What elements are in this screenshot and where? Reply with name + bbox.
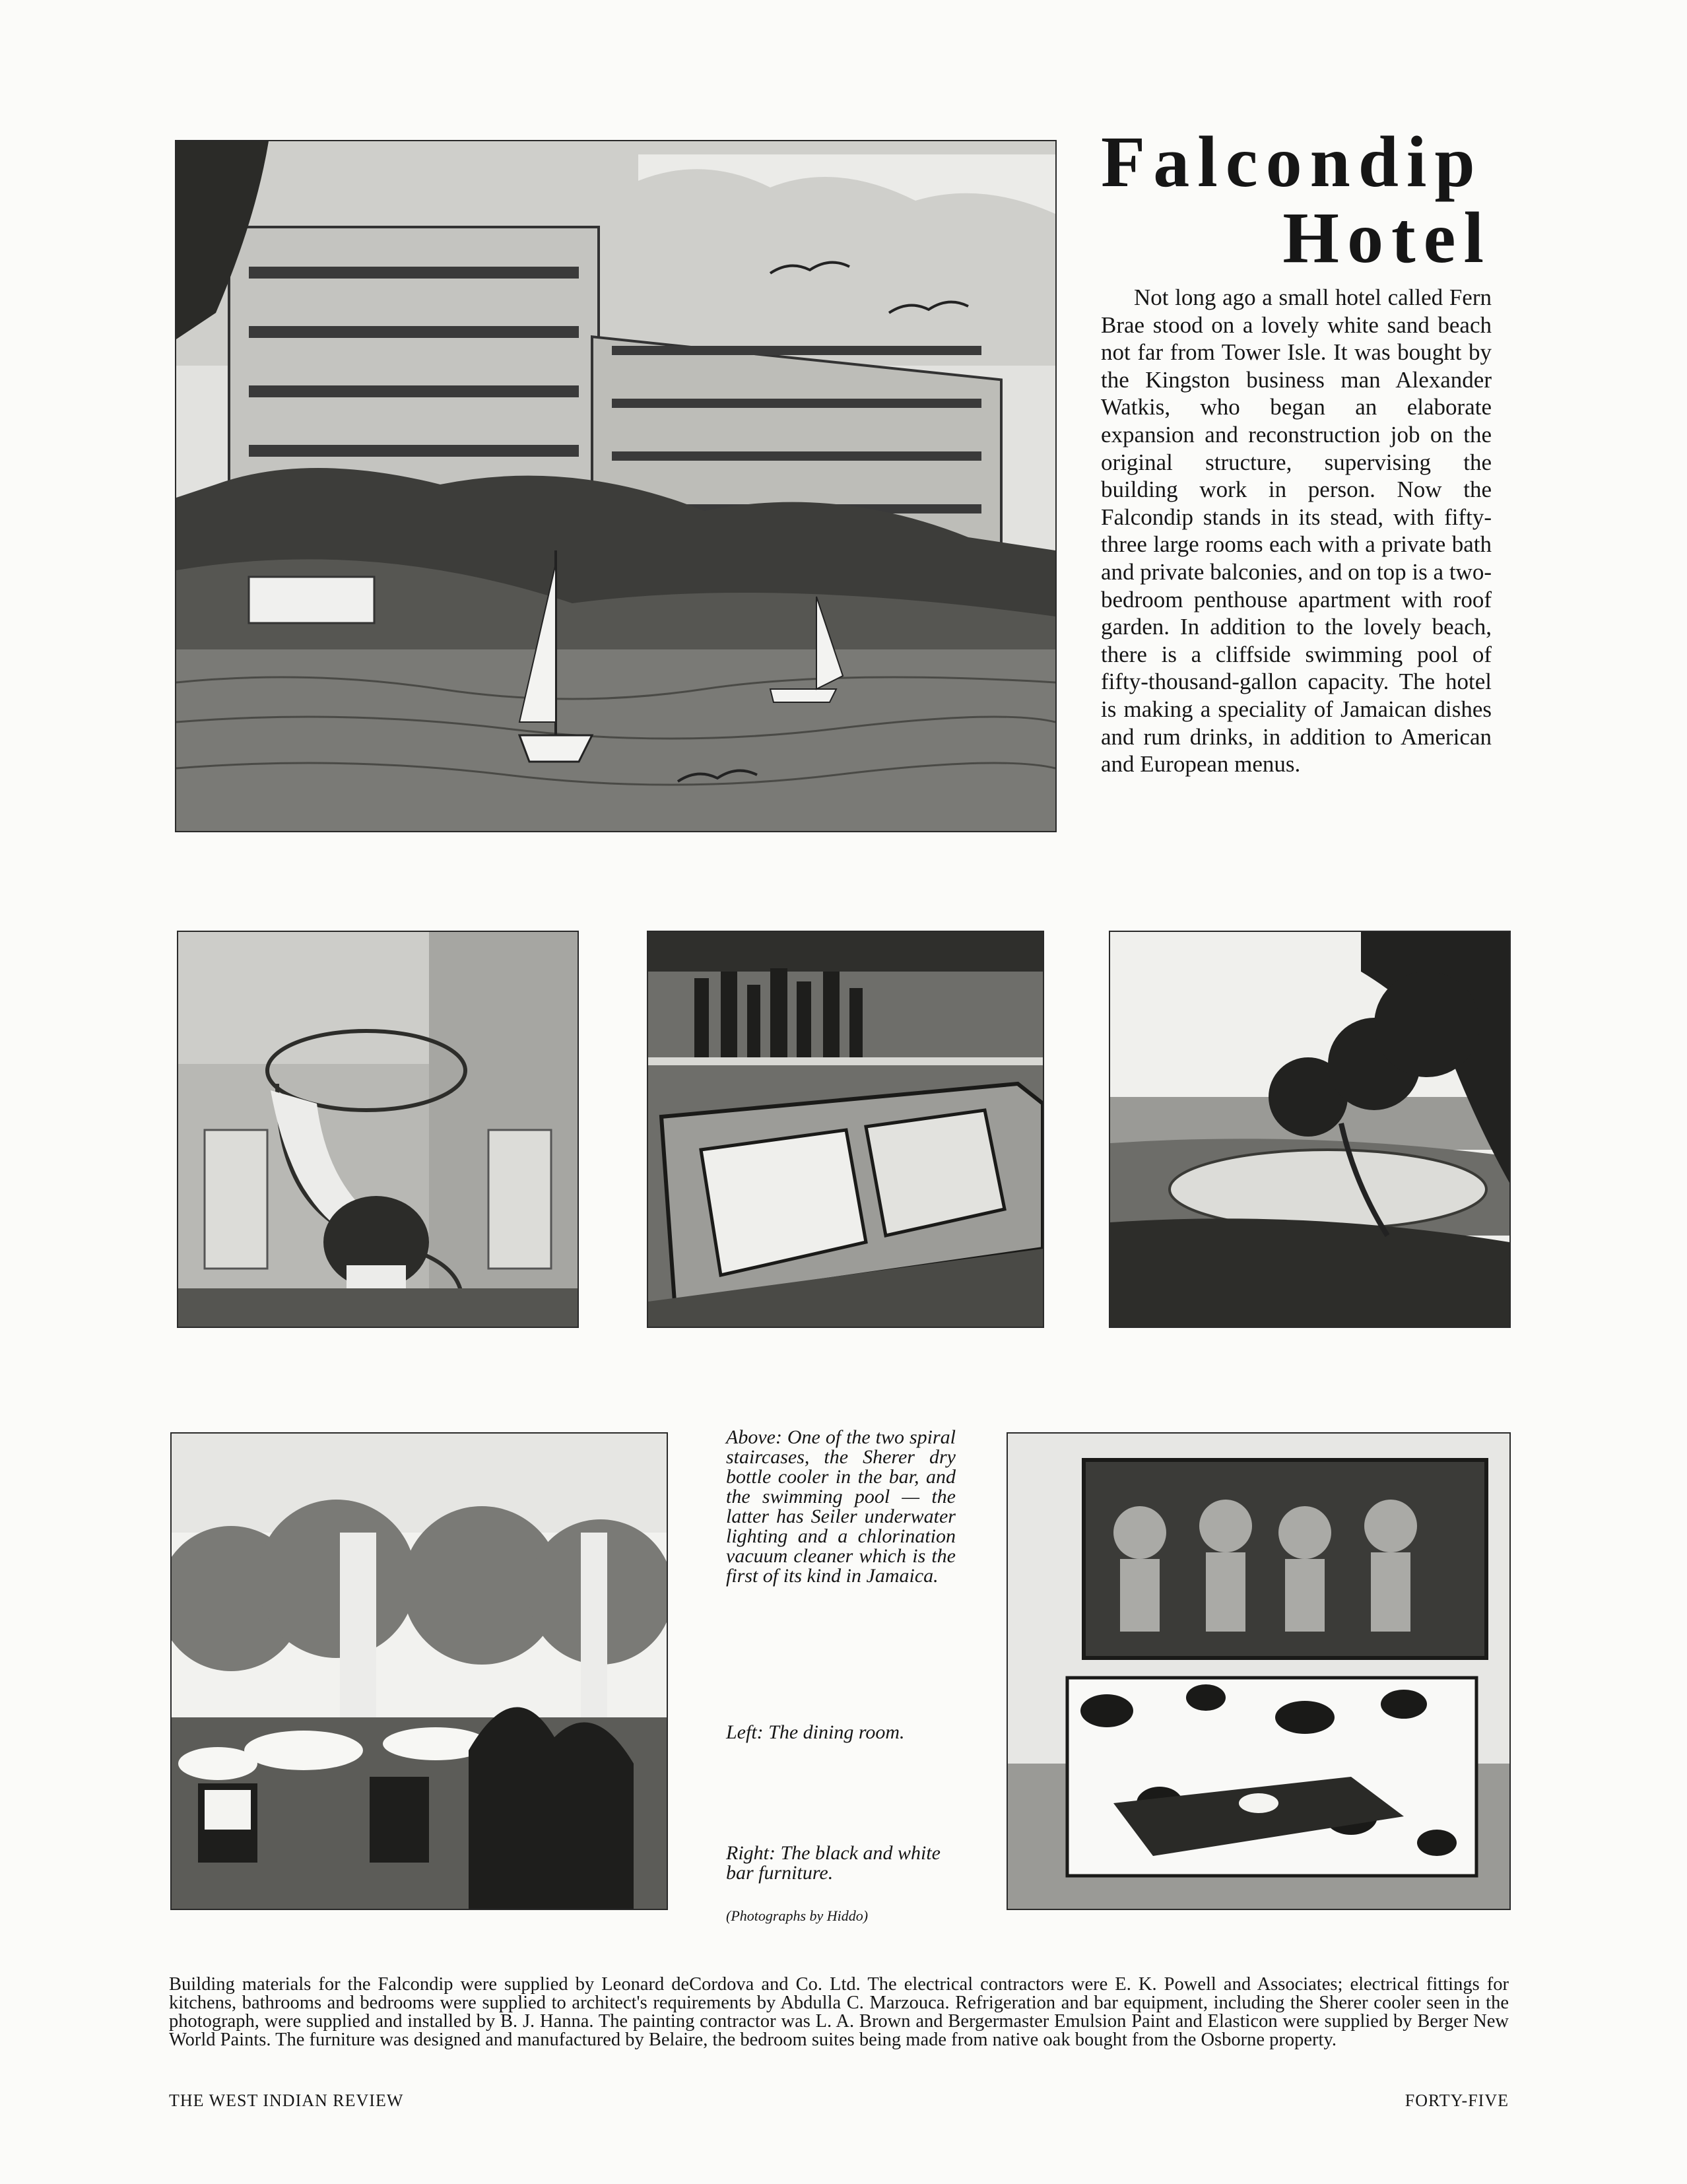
article-title-line-1: Falcondip: [1101, 121, 1483, 202]
photo-credit: (Photographs by Hiddo): [726, 1907, 869, 1924]
dining-room-photo: [170, 1432, 668, 1910]
bar-furniture-photo: [1007, 1432, 1511, 1910]
hotel-illustration: [175, 140, 1057, 832]
page-number: FORTY-FIVE: [1405, 2091, 1509, 2110]
swimming-pool-photo: [1109, 931, 1511, 1328]
caption-right: Right: The black and white bar furniture.: [726, 1842, 941, 1884]
publication-name: THE WEST INDIAN REVIEW: [169, 2091, 404, 2110]
caption-above: Above: One of the two spiral staircases, the Sherer dry bottle cooler in the bar, and the swimming pool — the latter has Seiler underwater lighting and a chlorination vacuum cleaner which is the first of its kind in Jamaica.: [726, 1426, 956, 1587]
article-title-line-2: Hotel: [1282, 197, 1492, 278]
spiral-staircase-photo: [177, 931, 579, 1328]
intro-paragraph: Not long ago a small hotel called Fern Brae stood on a lovely white sand beach not far from Tower Isle. It was bought by the Kingston business man Alexander Watkis, who began an elaborate expansion and reconstruction job on the original structure, supervising the building work in person. Now the Falcondip stands in its stead, with fifty-three large rooms each with a private bath and private balconies, and on top is a two-bedroom penthouse apartment with roof garden. In addition to the lovely beach, there is a cliffside swimming pool of fifty-thousand-gallon capacity. The hotel is making a speciality of Jamaican dishes and rum drinks, in addition to American and European menus.: [1101, 284, 1492, 778]
suppliers-footnote: Building materials for the Falcondip were supplied by Leonard deCordova and Co. Ltd. The electrical contractors were E. K. Powell and Associates; electrical fittings for kitchens, bathrooms and bedrooms were supplied to architect's requirements by Abdulla C. Marzouca. Refrigeration and bar equipment, including the Sherer cooler seen in the photograph, were supplied and installed by B. J. Hanna. The painting contractor was L. A. Brown and Bergermaster Emulsion Paint and Elasticon were supplied by Berger New World Paints. The furniture was designed and manufactured by Belaire, the bedroom suites being made from native oak bought from the Osborne property.: [169, 1974, 1509, 2050]
caption-left: Left: The dining room.: [726, 1721, 905, 1743]
bar-cooler-photo: [647, 931, 1044, 1328]
